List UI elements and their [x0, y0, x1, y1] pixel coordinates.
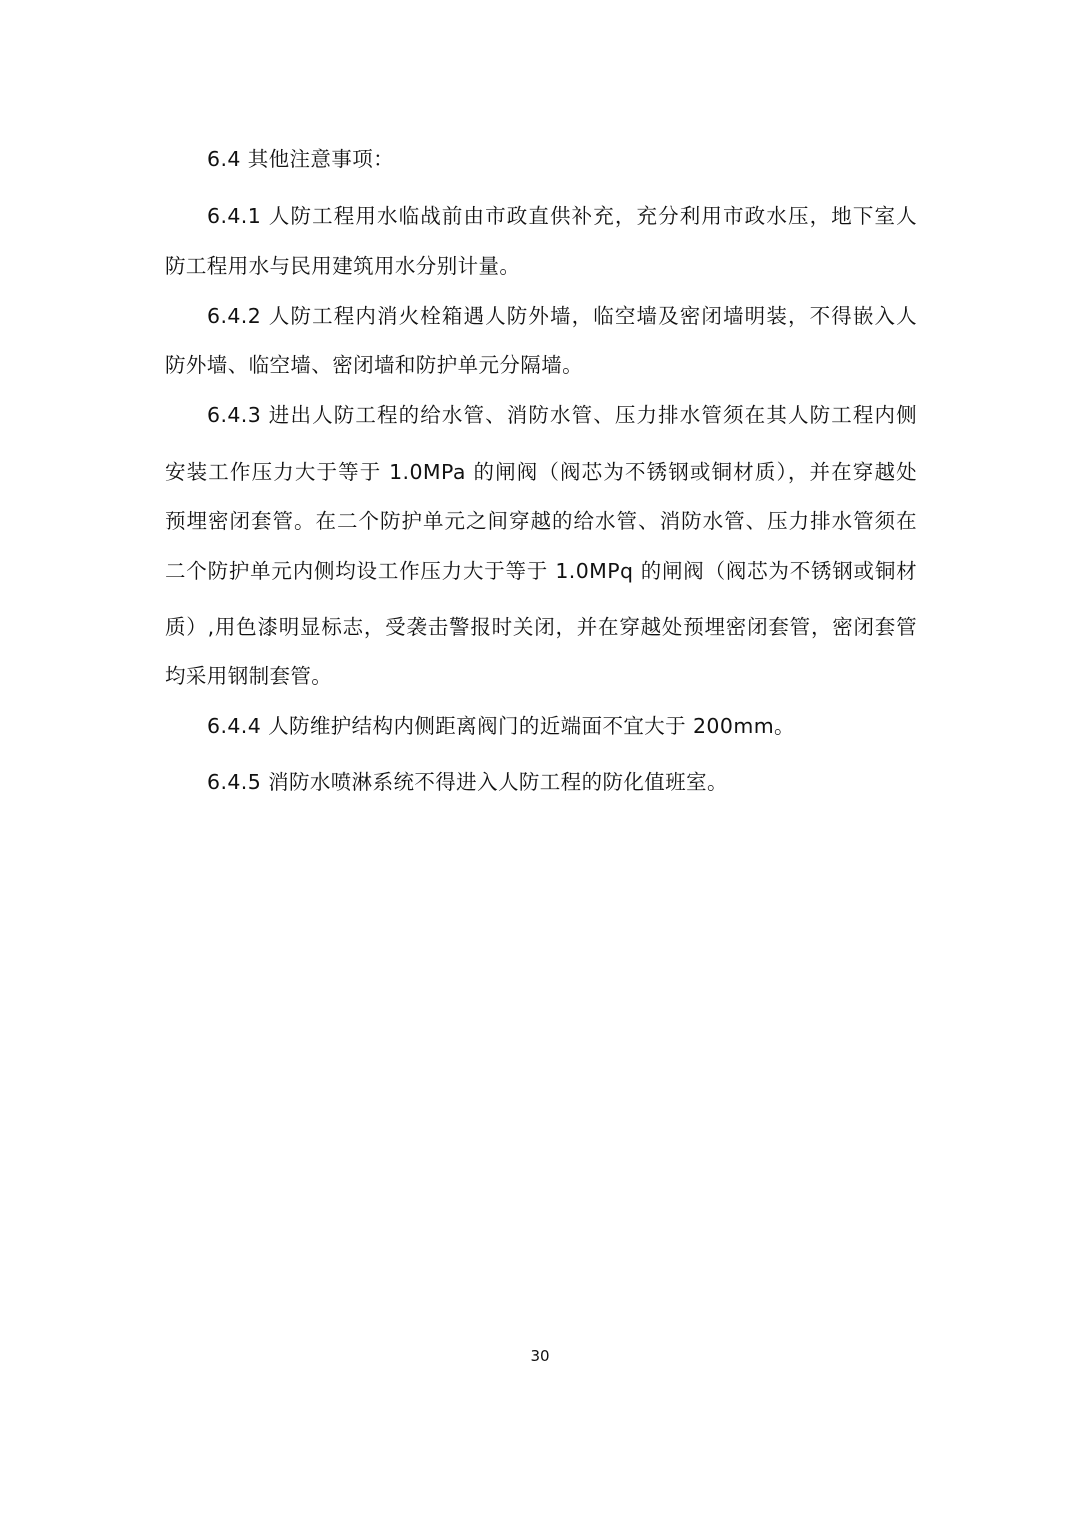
section-heading-6-4: 6.4 其他注意事项： [207, 147, 395, 171]
paragraph-6-4-3-line-5: 质）,用色漆明显标志，受袭击警报时关闭，并在穿越处预埋密闭套管，密闭套管 [165, 615, 917, 639]
paragraph-6-4-2-line-1: 6.4.2 人防工程内消火栓箱遇人防外墙，临空墙及密闭墙明装，不得嵌入人 [207, 304, 917, 328]
paragraph-6-4-5: 6.4.5 消防水喷淋系统不得进入人防工程的防化值班室。 [207, 770, 728, 794]
paragraph-6-4-3-line-1: 6.4.3 进出人防工程的给水管、消防水管、压力排水管须在其人防工程内侧 [207, 403, 917, 427]
paragraph-6-4-1-line-1: 6.4.1 人防工程用水临战前由市政直供补充，充分利用市政水压，地下室人 [207, 204, 917, 228]
paragraph-6-4-3-line-6: 均采用钢制套管。 [165, 664, 333, 688]
paragraph-6-4-4: 6.4.4 人防维护结构内侧距离阀门的近端面不宜大于 200mm。 [207, 714, 795, 738]
paragraph-6-4-3-line-4: 二个防护单元内侧均设工作压力大于等于 1.0MPq 的闸阀（阀芯为不锈钢或铜材 [165, 559, 917, 583]
paragraph-6-4-1-line-2: 防工程用水与民用建筑用水分别计量。 [165, 254, 521, 278]
paragraph-6-4-2-line-2: 防外墙、临空墙、密闭墙和防护单元分隔墙。 [165, 353, 583, 377]
paragraph-6-4-3-line-3: 预埋密闭套管。在二个防护单元之间穿越的给水管、消防水管、压力排水管须在 [165, 509, 917, 533]
page-number: 30 [530, 1347, 550, 1365]
paragraph-6-4-3-line-2: 安装工作压力大于等于 1.0MPa 的闸阀（阀芯为不锈钢或铜材质），并在穿越处 [165, 460, 917, 484]
